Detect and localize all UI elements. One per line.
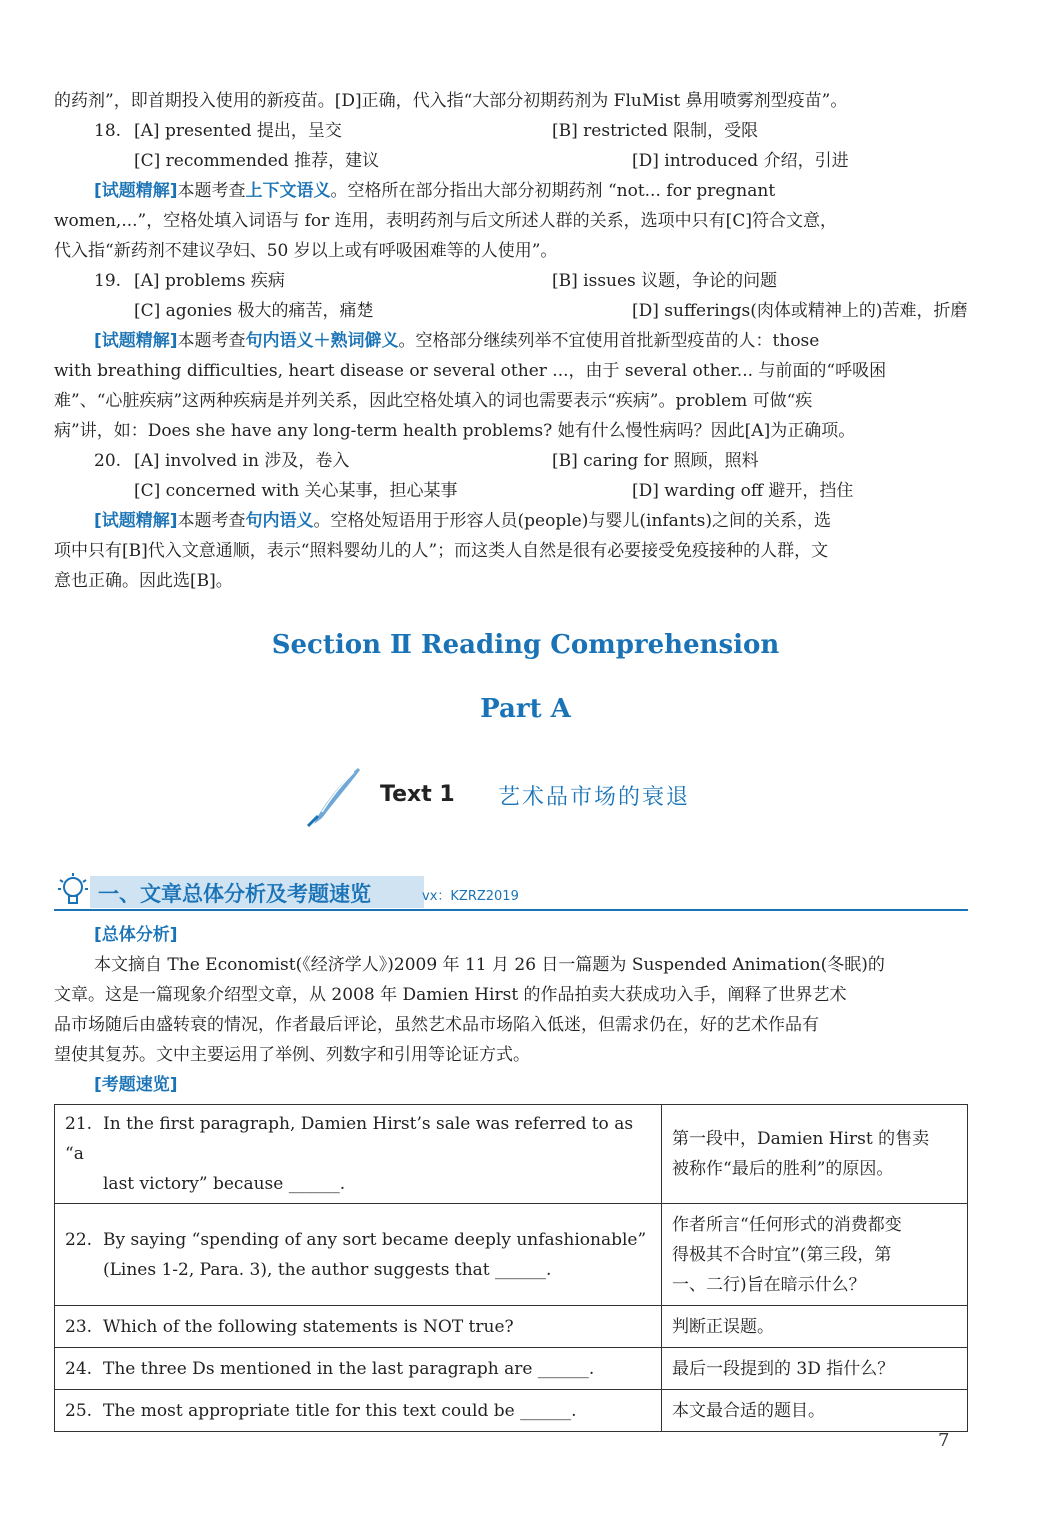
question-zh: 判断正误题。 — [662, 1306, 968, 1348]
divider — [54, 909, 968, 911]
q20-options-row2 — [54, 476, 968, 506]
q18-options-row1 — [54, 116, 968, 146]
analysis-line: 文章。这是一篇现象介绍型文章，从 2008 年 Damien Hirst 的作品拍卖大获成功入手，阐释了世界艺术 — [54, 985, 847, 1005]
analysis-block — [54, 920, 968, 1100]
option-a: [A] involved in 涉及，卷入 — [134, 451, 350, 471]
q18-options-row2 — [54, 146, 968, 176]
explanation-line: [试题精解]本题考查句内语义。空格处短语用于形容人员(people)与婴儿(infants)之间的关系，选 — [94, 511, 831, 531]
question-number: 18. — [94, 121, 122, 141]
explanation-line: 难”、“心脏疾病”这两种疾病是并列关系，因此空格处填入的词也需要表示“疾病”。problem 可做“疾 — [54, 391, 813, 411]
option-c: [C] agonies 极大的痛苦，痛楚 — [134, 301, 374, 321]
question-zh: 作者所言“任何形式的消费都变 得极其不合时宜”(第三段，第 一、二行)旨在暗示什么？ — [662, 1204, 968, 1306]
banner-title: 一、文章总体分析及考题速览 — [98, 882, 371, 906]
q19-options-row2 — [54, 296, 968, 326]
explanation-line: [试题精解]本题考查上下文语义。空格所在部分指出大部分初期药剂 “not... for pregnant — [94, 181, 776, 201]
question-number: 19. — [94, 271, 122, 291]
q20-options-row1 — [54, 446, 968, 476]
explanations-block — [54, 86, 968, 596]
quill-icon — [304, 766, 364, 828]
question-zh: 本文最合适的题目。 — [662, 1390, 968, 1432]
explanation-line: [试题精解]本题考查句内语义＋熟词僻义。空格部分继续列举不宜使用首批新型疫苗的人：those — [94, 331, 820, 351]
table-row — [55, 1348, 968, 1390]
text-line: 的药剂”，即首期投入使用的新疫苗。[D]正确，代入指“大部分初期药剂为 FluMist 鼻用喷雾剂型疫苗”。 — [54, 91, 848, 111]
question-en: 22. By saying “spending of any sort became deeply unfashionable” (Lines 1-2, Para. 3), the author suggests that ______. — [55, 1204, 662, 1306]
explanation-line: 意也正确。因此选[B]。 — [54, 571, 233, 591]
option-b: [B] caring for 照顾，照料 — [552, 451, 759, 471]
analysis-line: 望使其复苏。文中主要运用了举例、列数字和引用等论证方式。 — [54, 1045, 530, 1065]
page-number: 7 — [938, 1430, 950, 1451]
question-number: 20. — [94, 451, 122, 471]
text-heading — [300, 764, 800, 834]
text-label: Text 1 — [380, 782, 455, 807]
table-row — [55, 1204, 968, 1306]
section-title: Section Ⅱ Reading Comprehension — [271, 630, 780, 660]
text-title: 艺术品市场的衰退 — [498, 785, 691, 810]
watermark-text: vx：KZRZ2019 — [422, 889, 519, 904]
explanation-line: 病”讲，如：Does she have any long-term health problems? 她有什么慢性病吗？因此[A]为正确项。 — [54, 421, 856, 441]
section-banner — [54, 872, 968, 912]
explanation-line: 项中只有[B]代入文意通顺，表示“照料婴幼儿的人”；而这类人自然是很有必要接受免疫接种的人群，文 — [54, 541, 829, 561]
analysis-tag: [总体分析] — [94, 925, 178, 945]
option-d: [D] sufferings(肉体或精神上的)苦难，折磨 — [632, 301, 968, 321]
table-row — [55, 1105, 968, 1204]
question-zh: 第一段中，Damien Hirst 的售卖 被称作“最后的胜利”的原因。 — [662, 1105, 968, 1204]
table-row — [55, 1306, 968, 1348]
option-b: [B] restricted 限制，受限 — [552, 121, 759, 141]
question-table — [54, 1104, 968, 1432]
explanation-line: women,...”，空格处填入词语与 for 连用，表明药剂与后文所述人群的关系，选项中只有[C]符合文意， — [54, 211, 837, 231]
explanation-line: 代入指“新药剂不建议孕妇、50 岁以上或有呼吸困难等的人使用”。 — [54, 241, 558, 261]
question-en: 25. The most appropriate title for this text could be ______. — [55, 1390, 662, 1432]
analysis-line: 品市场随后由盛转衰的情况，作者最后评论，虽然艺术品市场陷入低迷，但需求仍在，好的艺术作品有 — [54, 1015, 819, 1035]
lightbulb-icon — [56, 872, 90, 910]
analysis-line: 本文摘自 The Economist(《经济学人》)2009 年 11 月 26 日一篇题为 Suspended Animation(冬眠)的 — [94, 955, 885, 975]
question-en: 23. Which of the following statements is NOT true? — [55, 1306, 662, 1348]
option-c: [C] recommended 推荐，建议 — [134, 151, 380, 171]
option-b: [B] issues 议题，争论的问题 — [552, 271, 778, 291]
option-d: [D] warding off 避开，挡住 — [632, 481, 854, 501]
part-title: Part A — [480, 694, 571, 724]
option-c: [C] concerned with 关心某事，担心某事 — [134, 481, 458, 501]
table-row — [55, 1390, 968, 1432]
option-a: [A] presented 提出，呈交 — [134, 121, 342, 141]
preview-tag: [考题速览] — [94, 1075, 178, 1095]
explanation-line: with breathing difficulties, heart disease or several other ...，由于 several other... 与前面的“呼吸困 — [54, 361, 887, 381]
q19-options-row1 — [54, 266, 968, 296]
question-en: 24. The three Ds mentioned in the last paragraph are ______. — [55, 1348, 662, 1390]
question-en: 21. In the first paragraph, Damien Hirst’s sale was referred to as “a last victory” because ______. — [55, 1105, 662, 1204]
option-d: [D] introduced 介绍，引进 — [632, 151, 849, 171]
question-zh: 最后一段提到的 3D 指什么？ — [662, 1348, 968, 1390]
option-a: [A] problems 疾病 — [134, 271, 285, 291]
